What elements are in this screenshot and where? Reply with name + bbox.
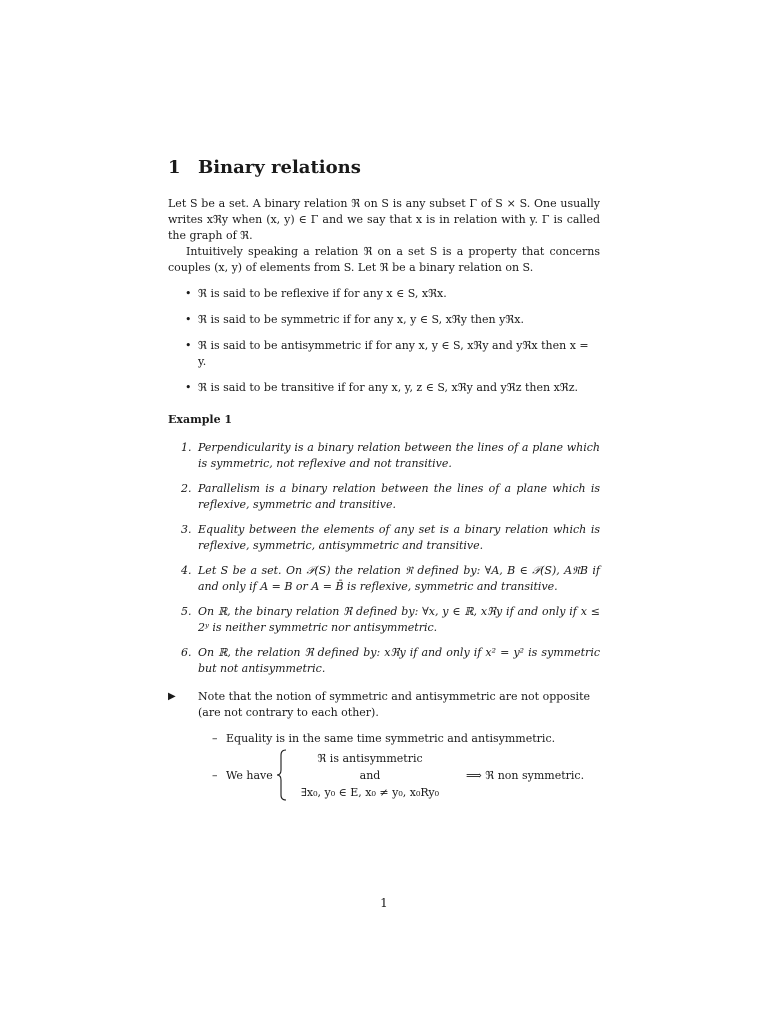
example-item-number: 2. [181, 482, 192, 495]
triangle-bullet-icon: ▶ [168, 691, 176, 702]
example-list [168, 440, 600, 677]
example-item-number: 1. [181, 441, 192, 454]
property-transitive: • ℜ is said to be transitive if for any x, y, z ∈ S, xℜy and yℜz then xℜz. [198, 380, 600, 396]
we-have-cases [168, 751, 600, 803]
example-item-text: Perpendicularity is a binary relation between the lines of a plane which is symmetric, not reflexive and not transitive. [198, 441, 600, 470]
example-item-text: Equality between the elements of any set is a binary relation which is reflexive, symmetric, antisymmetric and transitive. [198, 523, 600, 552]
page-number: 1 [380, 896, 388, 910]
example-item-text: Parallelism is a binary relation between the lines of a plane which is reflexive, symmetric and transitive. [198, 482, 600, 511]
section-title-text: Binary relations [198, 157, 361, 178]
example-item-1 [181, 440, 600, 472]
note-dash-item [168, 731, 600, 747]
example-item-number: 3. [181, 523, 192, 536]
properties-list [168, 286, 600, 396]
note-block [168, 689, 600, 721]
left-brace-icon [276, 749, 288, 801]
example-item-text: On ℝ, the binary relation ℜ defined by: ∀x, y ∈ ℝ, xℜy if and only if x ≤ 2ʸ is neither symmetric nor antisymmetric. [198, 605, 600, 634]
intro-paragraph-1: Let S be a set. A binary relation ℜ on S is any subset Γ of S × S. One usually writes xℜy when (x, y) ∈ Γ and we say that x is in relation with y. Γ is called the graph of ℜ. [168, 197, 600, 242]
example-item-number: 6. [181, 646, 192, 659]
example-item-text: Let S be a set. On 𝒫(S) the relation ℜ defined by: ∀A, B ∈ 𝒫(S), AℜB if and only if A = B or A = B̄ is reflexive, symmetric and transitive. [198, 564, 600, 593]
example-item-number: 4. [181, 564, 192, 577]
section-number: 1 [168, 157, 181, 178]
example-heading: Example 1 [168, 413, 233, 426]
dash-item-text: Equality is in the same time symmetric and antisymmetric. [226, 732, 556, 745]
example-item-5 [181, 604, 600, 636]
example-item-6 [181, 645, 600, 677]
note-text: Note that the notion of symmetric and antisymmetric are not opposite (are not contrary to each other). [198, 690, 591, 719]
example-item-number: 5. [181, 605, 192, 618]
case-line-1: ℜ is antisymmetric [317, 752, 423, 765]
dash-bullet: – [212, 732, 218, 745]
example-item-text: On ℝ, the relation ℜ defined by: xℜy if and only if x² = y² is symmetric but not antisymmetric. [198, 646, 600, 675]
example-item-3 [181, 522, 600, 554]
dash-bullet: – [212, 769, 218, 782]
example-item-4 [181, 563, 600, 595]
example-item-2 [181, 481, 600, 513]
property-antisymmetric: • ℜ is said to be antisymmetric if for any x, y ∈ S, xℜy and yℜx then x = y. [198, 338, 600, 370]
we-have-label: We have [226, 769, 273, 782]
property-reflexive: • ℜ is said to be reflexive if for any x ∈ S, xℜx. [198, 286, 600, 302]
property-symmetric: • ℜ is said to be symmetric if for any x, y ∈ S, xℜy then yℜx. [198, 312, 600, 328]
page-content [168, 156, 600, 803]
intro-paragraph-2: Intuitively speaking a relation ℜ on a set S is a property that concerns couples (x, y) of elements from S. Let ℜ be a binary relation on S. [168, 245, 600, 274]
case-line-2: and [359, 769, 381, 782]
case-line-3: ∃x₀, y₀ ∈ E, x₀ ≠ y₀, x₀Ry₀ [300, 786, 440, 799]
implication-text: ⟹ ℜ non symmetric. [466, 769, 585, 782]
section-title [168, 156, 600, 180]
